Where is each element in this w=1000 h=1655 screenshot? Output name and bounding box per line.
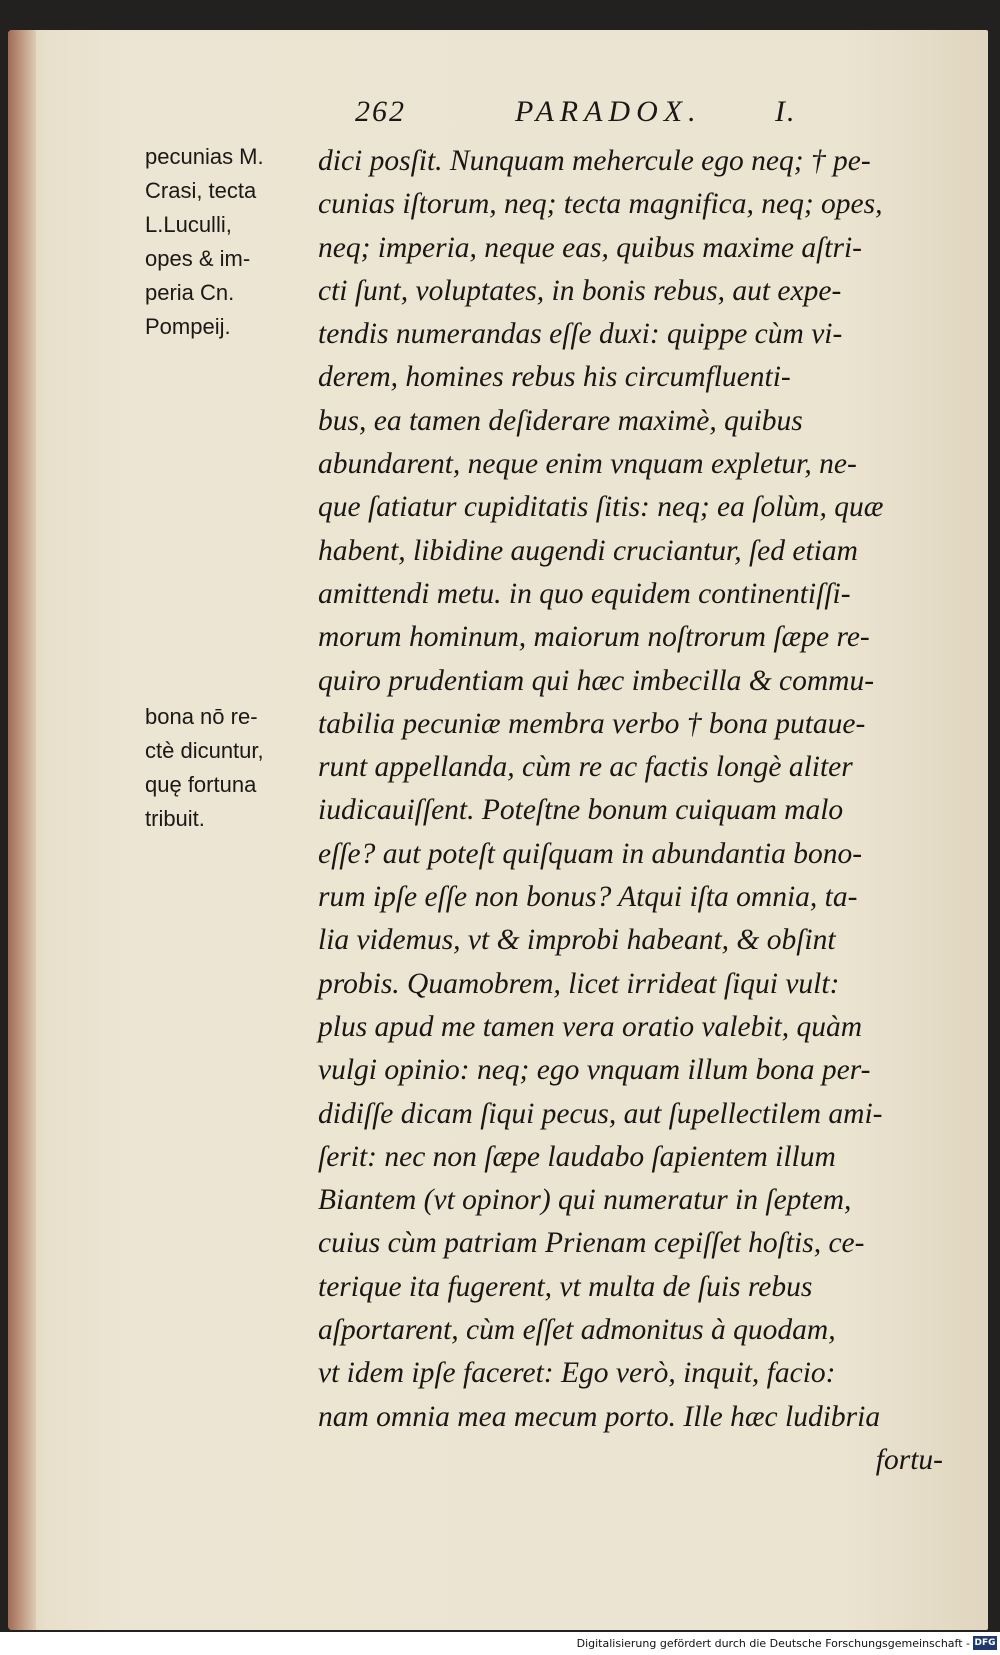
text-line: tabilia pecuniæ membra verbo † bona putaue- bbox=[318, 707, 866, 740]
margin-note-2 bbox=[145, 700, 310, 836]
text-line: tendis numerandas eſſe duxi: quippe cùm vi- bbox=[318, 318, 843, 351]
text-line: ſerit: nec non ſæpe laudabo ſapientem illum bbox=[318, 1140, 836, 1173]
text-line: vt idem ipſe faceret: Ego verò, inquit, facio: bbox=[318, 1357, 836, 1390]
page-binding-edge bbox=[8, 30, 36, 1630]
text-line: iudicauiſſent. Poteſtne bonum cuiquam malo bbox=[318, 794, 844, 827]
margin-note-line: tribuit. bbox=[145, 806, 205, 831]
catchword: fortu- bbox=[875, 1443, 943, 1476]
text-line: didiſſe dicam ſiqui pecus, aut ſupellectilem ami- bbox=[318, 1097, 883, 1130]
text-line: cuius cùm patriam Prienam cepiſſet hoſtis, ce- bbox=[318, 1227, 865, 1260]
text-line: quiro prudentiam qui hæc imbecilla & commu- bbox=[318, 664, 875, 697]
margin-note-line: Pompeij. bbox=[145, 314, 231, 339]
text-line: rum ipſe eſſe non bonus? Atqui iſta omnia, ta- bbox=[318, 881, 858, 914]
text-line: runt appellanda, cùm re ac factis longè aliter bbox=[318, 751, 853, 784]
footer-credit: Digitalisierung gefördert durch die Deutsche Forschungsgemeinschaft - bbox=[576, 1637, 970, 1650]
text-line: eſſe? aut poteſt quiſquam in abundantia bono- bbox=[318, 837, 863, 870]
text-line: que ſatiatur cupiditatis ſitis: neq; ea ſolùm, quæ bbox=[318, 491, 884, 524]
section-number: I. bbox=[775, 95, 797, 128]
text-line: derem, homines rebus his circumfluenti- bbox=[318, 361, 791, 394]
text-line: abundarent, neque enim vnquam expletur, ne- bbox=[318, 448, 857, 481]
text-line: aſportarent, cùm eſſet admonitus à quodam, bbox=[318, 1314, 836, 1347]
text-line: neq; imperia, neque eas, quibus maxime aſtri- bbox=[318, 231, 863, 264]
text-line: cti ſunt, voluptates, in bonis rebus, aut expe- bbox=[318, 274, 842, 307]
text-line: terique ita fugerent, vt multa de ſuis rebus bbox=[318, 1270, 813, 1303]
margin-note-line: pecunias M. bbox=[145, 144, 264, 169]
text-line: nam omnia mea mecum porto. Ille hæc ludibria bbox=[318, 1400, 881, 1433]
text-line: Biantem (vt opinor) qui numeratur in ſeptem, bbox=[318, 1184, 852, 1217]
text-line: lia videmus, vt & improbi habeant, & obſint bbox=[318, 924, 836, 957]
text-line: dici posſit. Nunquam mehercule ego neq; † pe- bbox=[318, 145, 871, 177]
margin-note-line: ctè dicuntur, bbox=[145, 738, 264, 763]
running-title: PARADOX. bbox=[515, 95, 702, 128]
margin-note-line: bona nō re- bbox=[145, 704, 258, 729]
main-text-block bbox=[318, 140, 958, 1482]
text-line: morum hominum, maiorum noſtrorum ſæpe re- bbox=[318, 621, 870, 654]
page-number: 262 bbox=[355, 95, 406, 128]
dfg-logo-icon: DFG bbox=[974, 1638, 996, 1648]
digitization-footer bbox=[0, 1632, 1000, 1655]
text-line: plus apud me tamen vera oratio valebit, quàm bbox=[318, 1010, 863, 1043]
margin-note-line: quę fortuna bbox=[145, 772, 257, 797]
text-line: cunias iſtorum, neq; tecta magnifica, neq; opes, bbox=[318, 188, 883, 221]
margin-note-line: peria Cn. bbox=[145, 280, 235, 305]
margin-note-line: L.Luculli, bbox=[145, 212, 232, 237]
running-header bbox=[355, 95, 855, 135]
margin-note-line: Crasi, tecta bbox=[145, 178, 257, 203]
margin-note-1 bbox=[145, 140, 310, 344]
text-line: vulgi opinio: neq; ego vnquam illum bona per- bbox=[318, 1054, 871, 1087]
text-line: amittendi metu. in quo equidem continentiſſi- bbox=[318, 577, 851, 610]
text-line: bus, ea tamen deſiderare maximè, quibus bbox=[318, 404, 803, 437]
margin-note-line: opes & im- bbox=[145, 246, 251, 271]
text-line: probis. Quamobrem, licet irrideat ſiqui vult: bbox=[318, 967, 840, 1000]
text-line: habent, libidine augendi cruciantur, ſed etiam bbox=[318, 534, 858, 567]
